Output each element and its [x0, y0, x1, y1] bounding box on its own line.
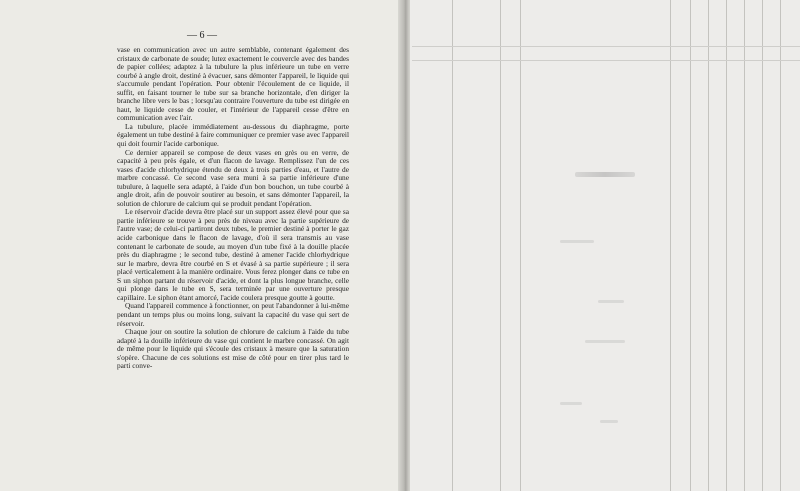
ledger-row-rule — [412, 46, 800, 47]
paragraph: Quand l'appareil commence à fonctionner, on peut l'abandonner à lui-même pendant un temps plus ou moins long, suivant la capacité du vase qui sert de réservoir. — [117, 301, 349, 328]
ledger-rule — [690, 0, 691, 491]
body-text — [117, 46, 349, 371]
bleed-through-mark — [585, 340, 625, 343]
paragraph: Ce dernier appareil se compose de deux vases en grès ou en verre, de capacité à peu près égale, et d'un flacon de lavage. Remplissez l'un de ces vases d'acide chlorhydrique étendu de deux à trois parties d'eau, et l'autre de marbre concassé. Ce second vase sera muni à sa partie inférieure d'une tubulure, à laquelle sera adapté, à l'aide d'un bon bouchon, un tube courbé à angle droit, afin de pouvoir soutirer au besoin, et sans démonter l'appareil, la solution de chlorure de calcium qui se produit pendant l'opération. — [117, 147, 349, 208]
bleed-through-mark — [560, 402, 582, 405]
bleed-through-heading — [575, 172, 635, 177]
ledger-rule — [452, 0, 453, 491]
right-page-ledger — [410, 0, 800, 491]
paragraph: La tubulure, placée immédiatement au-dessous du diaphragme, porte également un tube destiné à faire communiquer ce premier vase avec l'appareil qui doit fournir l'acide carbonique. — [117, 121, 349, 149]
ledger-rule — [708, 0, 709, 491]
ledger-rule — [670, 0, 671, 491]
ledger-rule — [520, 0, 521, 491]
paragraph: Le réservoir d'acide devra être placé sur un support assez élevé pour que sa partie inférieure se trouve à peu près de niveau avec la partie supérieure de l'autre vase; de celui-ci partiront deux tubes, le premier destiné à porter le gaz acide carbonique dans le flacon de lavage, d'où il sera transmis au vase contenant le carbonate de soude, au moyen d'un tube fixé à la douille placée près du diaphragme ; le second tube, destiné à amener l'acide chlorhydrique sur le marbre, devra être courbé en S et évasé à sa partie supérieure ; il sera placé verticalement à la manière ordinaire. Vous ferez plonger dans ce tube en S un siphon partant du réservoir d'acide, et dont la plus longue branche, celle qui plonge dans le tube en S, sera terminée par une ouverture presque capillaire. Le siphon étant amorcé, l'acide coulera presque goutte à goutte. — [117, 207, 349, 302]
bleed-through-mark — [600, 420, 618, 423]
paragraph: Chaque jour on soutire la solution de chlorure de calcium à l'aide du tube adapté à la douille inférieure du vase qui contient le marbre concassé. On agit de même pour le liquide qui s'écoule des cristaux à mesure que la saturation s'opère. Chacune de ces solutions est mise de côté pour en tirer plus tard le parti conve- — [117, 327, 349, 371]
ledger-row-rule — [412, 60, 800, 61]
ledger-rule — [744, 0, 745, 491]
ledger-rule — [726, 0, 727, 491]
paragraph: vase en communication avec un autre semblable, contenant également des cristaux de carbonate de soude; lutez exactement le couvercle avec des bandes de papier collées; adaptez à la tubulure la plus inférieure un tube en verre courbé à angle droit, destiné à évacuer, sans démonter l'appareil, le liquide qui s'accumule pendant l'opération. Pour obtenir l'écoulement de ce liquide, il suffit, en faisant tourner le tube sur sa branche horizontale, d'en diriger la branche libre vers le bas ; lorsqu'au contraire l'ouverture du tube est dirigée en haut, le liquide cesse de couler, et l'intérieur de l'appareil cesse d'être en communication avec l'air. — [117, 45, 349, 123]
bleed-through-mark — [560, 240, 594, 243]
ledger-rule — [500, 0, 501, 491]
ledger-rule — [780, 0, 781, 491]
page-number: — 6 — — [187, 30, 217, 41]
ledger-rule — [762, 0, 763, 491]
bleed-through-mark — [598, 300, 624, 303]
